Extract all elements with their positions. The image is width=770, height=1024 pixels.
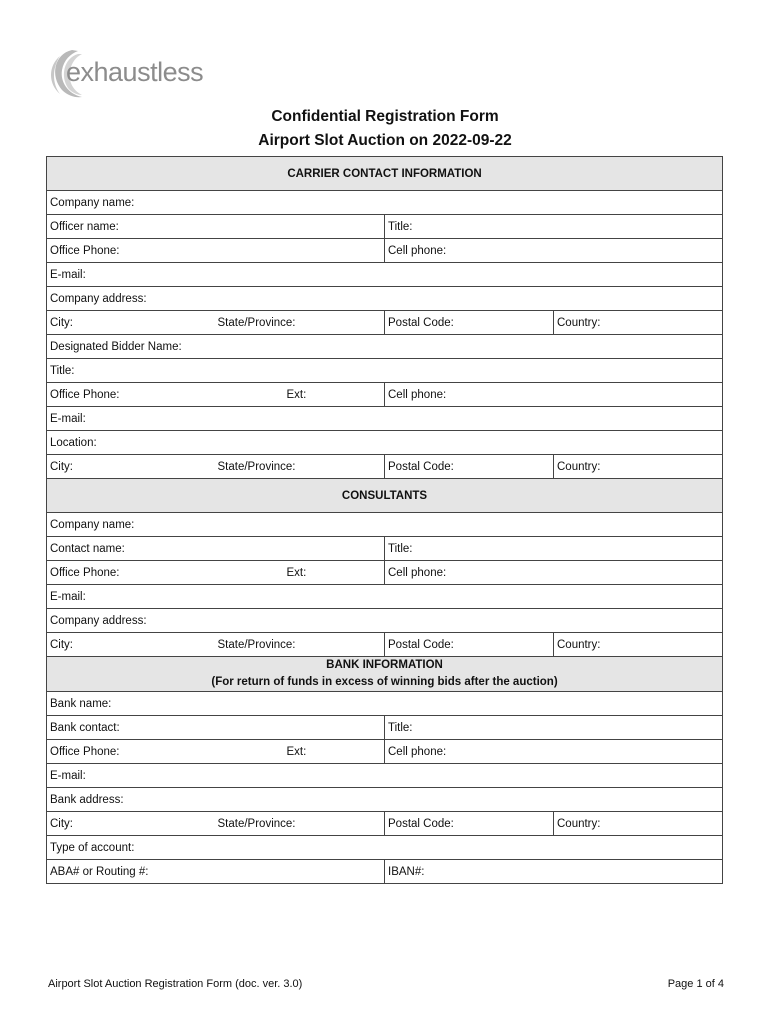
form-row [47, 455, 723, 479]
routing-number-field[interactable]: ABA# or Routing #: [47, 860, 385, 884]
consultants-heading: CONSULTANTS [47, 479, 723, 513]
bank-name-field[interactable]: Bank name: [47, 692, 723, 716]
carrier-postal-field[interactable]: Postal Code: [385, 311, 554, 335]
location-field[interactable]: Location: [47, 431, 723, 455]
form-row [47, 633, 723, 657]
consultant-title-field[interactable]: Title: [385, 537, 723, 561]
bidder-cell-phone-field[interactable]: Cell phone: [385, 383, 723, 407]
form-row [47, 263, 723, 287]
bank-cell-phone-field[interactable]: Cell phone: [385, 740, 723, 764]
location-postal-field[interactable]: Postal Code: [385, 455, 554, 479]
form-row [47, 215, 723, 239]
form-row [47, 860, 723, 884]
carrier-city-field[interactable]: City: [47, 311, 215, 335]
form-title: Confidential Registration Form [271, 108, 499, 125]
carrier-cell-phone-field[interactable]: Cell phone: [385, 239, 723, 263]
form-row [47, 287, 723, 311]
section-header-consultants [47, 479, 723, 513]
bank-address-field[interactable]: Bank address: [47, 788, 723, 812]
footer-page-number: Page 1 of 4 [667, 978, 724, 990]
section-header-bank [47, 657, 723, 692]
bidder-title-field[interactable]: Title: [47, 359, 723, 383]
form-row [47, 764, 723, 788]
consultant-postal-field[interactable]: Postal Code: [385, 633, 554, 657]
form-row [47, 383, 723, 407]
location-city-field[interactable]: City: [47, 455, 215, 479]
form-row [47, 335, 723, 359]
bank-subheading: (For return of funds in excess of winning bids after the auction) [211, 676, 558, 688]
account-type-field[interactable]: Type of account: [47, 836, 723, 860]
consultant-ext-field[interactable]: Ext: [215, 561, 385, 585]
consultant-city-field[interactable]: City: [47, 633, 215, 657]
location-country-field[interactable]: Country: [554, 455, 723, 479]
bank-postal-field[interactable]: Postal Code: [385, 812, 554, 836]
carrier-officer-title-field[interactable]: Title: [385, 215, 723, 239]
bank-state-field[interactable]: State/Province: [215, 812, 385, 836]
bidder-office-phone-field[interactable]: Office Phone: [47, 383, 215, 407]
carrier-company-name-field[interactable]: Company name: [47, 191, 723, 215]
bank-office-phone-field[interactable]: Office Phone: [47, 740, 215, 764]
form-row [47, 191, 723, 215]
section-header-carrier [47, 157, 723, 191]
bank-heading: BANK INFORMATION [326, 659, 443, 671]
bidder-name-field[interactable]: Designated Bidder Name: [47, 335, 723, 359]
form-row [47, 812, 723, 836]
carrier-email-field[interactable]: E-mail: [47, 263, 723, 287]
bank-country-field[interactable]: Country: [554, 812, 723, 836]
form-row [47, 239, 723, 263]
form-row [47, 609, 723, 633]
form-row [47, 513, 723, 537]
form-row [47, 311, 723, 335]
form-row [47, 407, 723, 431]
consultant-office-phone-field[interactable]: Office Phone: [47, 561, 215, 585]
form-row [47, 740, 723, 764]
bank-email-field[interactable]: E-mail: [47, 764, 723, 788]
logo-wordmark: exhaustless [66, 57, 204, 87]
bank-heading-cell [47, 657, 723, 692]
location-state-field[interactable]: State/Province: [215, 455, 385, 479]
carrier-heading: CARRIER CONTACT INFORMATION [47, 157, 723, 191]
carrier-company-address-field[interactable]: Company address: [47, 287, 723, 311]
registration-form-table [46, 156, 723, 884]
consultant-country-field[interactable]: Country: [554, 633, 723, 657]
consultant-contact-name-field[interactable]: Contact name: [47, 537, 385, 561]
form-row [47, 692, 723, 716]
consultant-state-field[interactable]: State/Province: [215, 633, 385, 657]
bank-city-field[interactable]: City: [47, 812, 215, 836]
form-subtitle: Airport Slot Auction on 2022-09-22 [258, 132, 512, 149]
consultant-company-address-field[interactable]: Company address: [47, 609, 723, 633]
consultant-email-field[interactable]: E-mail: [47, 585, 723, 609]
form-row [47, 788, 723, 812]
form-row [47, 836, 723, 860]
footer-doc-name: Airport Slot Auction Registration Form (doc. ver. 3.0) [48, 978, 303, 990]
bidder-email-field[interactable]: E-mail: [47, 407, 723, 431]
form-row [47, 716, 723, 740]
form-row [47, 561, 723, 585]
form-row [47, 431, 723, 455]
bidder-ext-field[interactable]: Ext: [215, 383, 385, 407]
bank-title-field[interactable]: Title: [385, 716, 723, 740]
form-row [47, 537, 723, 561]
form-row [47, 585, 723, 609]
carrier-state-field[interactable]: State/Province: [215, 311, 385, 335]
bank-contact-field[interactable]: Bank contact: [47, 716, 385, 740]
form-row [47, 359, 723, 383]
carrier-officer-name-field[interactable]: Officer name: [47, 215, 385, 239]
carrier-office-phone-field[interactable]: Office Phone: [47, 239, 385, 263]
iban-field[interactable]: IBAN#: [385, 860, 723, 884]
consultant-company-name-field[interactable]: Company name: [47, 513, 723, 537]
bank-ext-field[interactable]: Ext: [215, 740, 385, 764]
carrier-country-field[interactable]: Country: [554, 311, 723, 335]
consultant-cell-phone-field[interactable]: Cell phone: [385, 561, 723, 585]
